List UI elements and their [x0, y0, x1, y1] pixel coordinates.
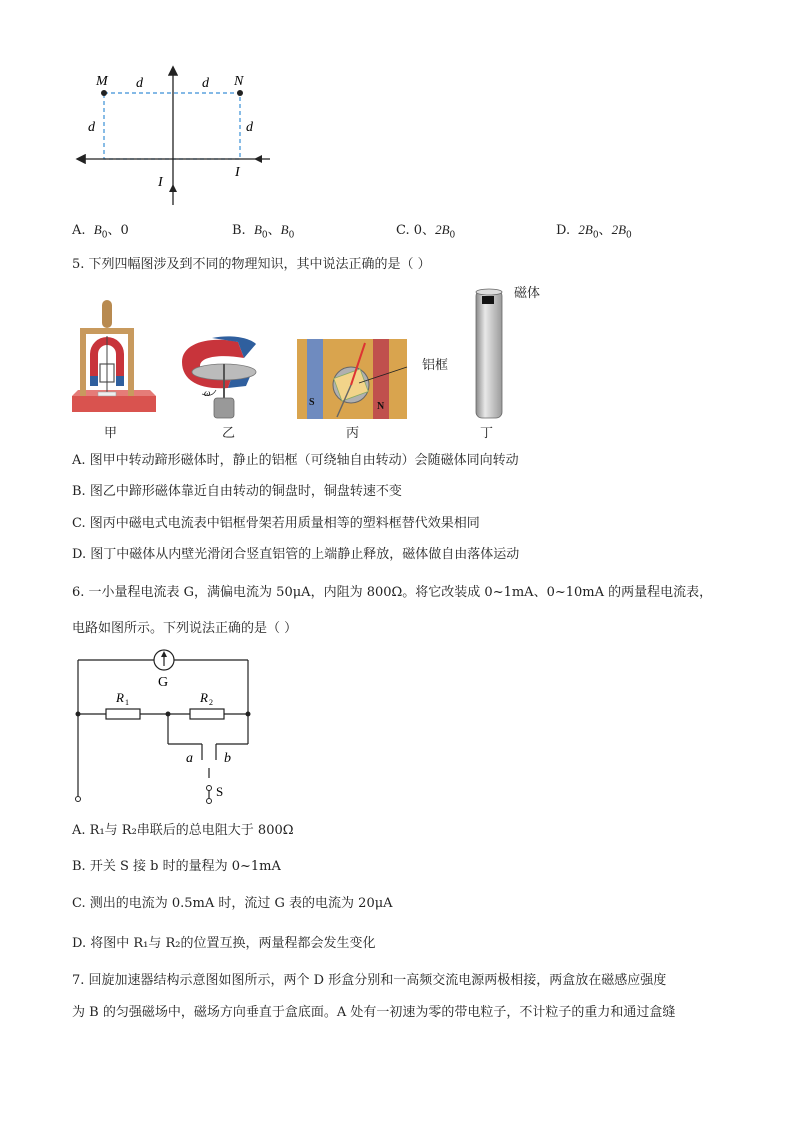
label-r2: R — [200, 690, 208, 705]
q5-option-d[interactable]: D. 图丁中磁体从内壁光滑闭合竖直铝管的上端静止释放，磁体做自由落体运动 — [72, 547, 520, 562]
q5-stem: 5. 下列四幅图涉及到不同的物理知识，其中说法正确的是（ ） — [72, 257, 431, 272]
label-d-top-left: d — [136, 76, 143, 91]
q6-option-d[interactable]: D. 将图中 R₁与 R₂的位置互换，两量程都会发生变化 — [72, 936, 376, 951]
q5-option-b[interactable]: B. 图乙中蹄形磁体靠近自由转动的铜盘时，铜盘转速不变 — [72, 484, 402, 499]
label-n-bing: N — [377, 401, 385, 412]
figure-jia — [66, 296, 162, 422]
label-a: a — [186, 751, 193, 766]
label-m: M — [96, 74, 108, 89]
q6-option-a[interactable]: A. R₁与 R₂串联后的总电阻大于 800Ω — [72, 823, 294, 838]
fig-label-bing: 丙 — [346, 426, 360, 441]
label-b: b — [224, 751, 231, 766]
q6-option-c[interactable]: C. 测出的电流为 0.5mA 时，流过 G 表的电流为 20μA — [72, 896, 393, 911]
q4-option-d[interactable]: D. $2B_0$、$2B_0$ — [556, 222, 632, 241]
dashed-square — [104, 93, 240, 159]
fig-label-jia: 甲 — [104, 426, 118, 441]
fig-label-ding: 丁 — [480, 426, 494, 441]
label-g: G — [158, 675, 169, 690]
label-s-bing: S — [309, 397, 315, 408]
label-n: N — [234, 74, 244, 89]
resistor-r2 — [190, 709, 224, 719]
q4-option-c[interactable]: C. 0、$2B_0$ — [396, 222, 456, 241]
label-d-top-right: d — [202, 76, 209, 91]
q5-option-c[interactable]: C. 图丙中磁电式电流表中铝框骨架若用质量相等的塑料框替代效果相同 — [72, 516, 480, 531]
q6-stem-line1: 6. 一小量程电流表 G，满偏电流为 50μA，内阻为 800Ω。将它改装成 0~1mA、0~10mA 的两量程电流表， — [72, 585, 713, 600]
resistor-r1 — [106, 709, 140, 719]
q7-line1: 7. 回旋加速器结构示意图如图所示，两个 D 形盒分别和一高频交流电源两极相接，两盒放在磁感应强度 — [72, 973, 667, 988]
q5-option-a[interactable]: A. 图甲中转动蹄形磁体时，静止的铝框（可绕轴自由转动）会随磁体同向转动 — [72, 453, 519, 468]
horizontal-arrow-right — [254, 155, 262, 163]
label-d-left: d — [88, 120, 95, 135]
vertical-arrow-bottom — [169, 184, 177, 192]
label-magnet: 磁体 — [514, 286, 541, 301]
q6-option-b[interactable]: B. 开关 S 接 b 时的量程为 0~1mA — [72, 859, 281, 874]
label-r2-sub: 2 — [209, 698, 213, 707]
label-r1-sub: 1 — [125, 698, 129, 707]
q6-stem-line2: 电路如图所示。下列说法正确的是（ ） — [72, 621, 298, 636]
label-s-switch: S — [216, 784, 224, 799]
figure-ding — [470, 286, 510, 422]
figure-bing — [297, 339, 409, 423]
q7-line2: 为 B 的匀强磁场中，磁场方向垂直于盒底面。A 处有一初速为零的带电粒子，不计粒子的重力和通过盒缝 — [72, 1005, 676, 1020]
label-aluminum-frame: 铝框 — [422, 358, 449, 373]
point-n — [237, 90, 243, 96]
label-i-vertical: I — [158, 175, 163, 190]
label-omega: ω — [204, 388, 211, 398]
figure-yi — [172, 332, 266, 424]
circuit-diagram — [70, 644, 260, 808]
fig-label-yi: 乙 — [222, 426, 236, 441]
label-d-right: d — [246, 120, 253, 135]
q4-option-b[interactable]: B. $B_0$、$B_0$ — [232, 222, 295, 241]
q4-option-a[interactable]: A. $B_0$、0 — [72, 222, 129, 241]
figure-q4-wires — [60, 60, 290, 210]
point-m — [101, 90, 107, 96]
label-r1: R — [116, 690, 124, 705]
label-i-horizontal: I — [235, 165, 240, 180]
